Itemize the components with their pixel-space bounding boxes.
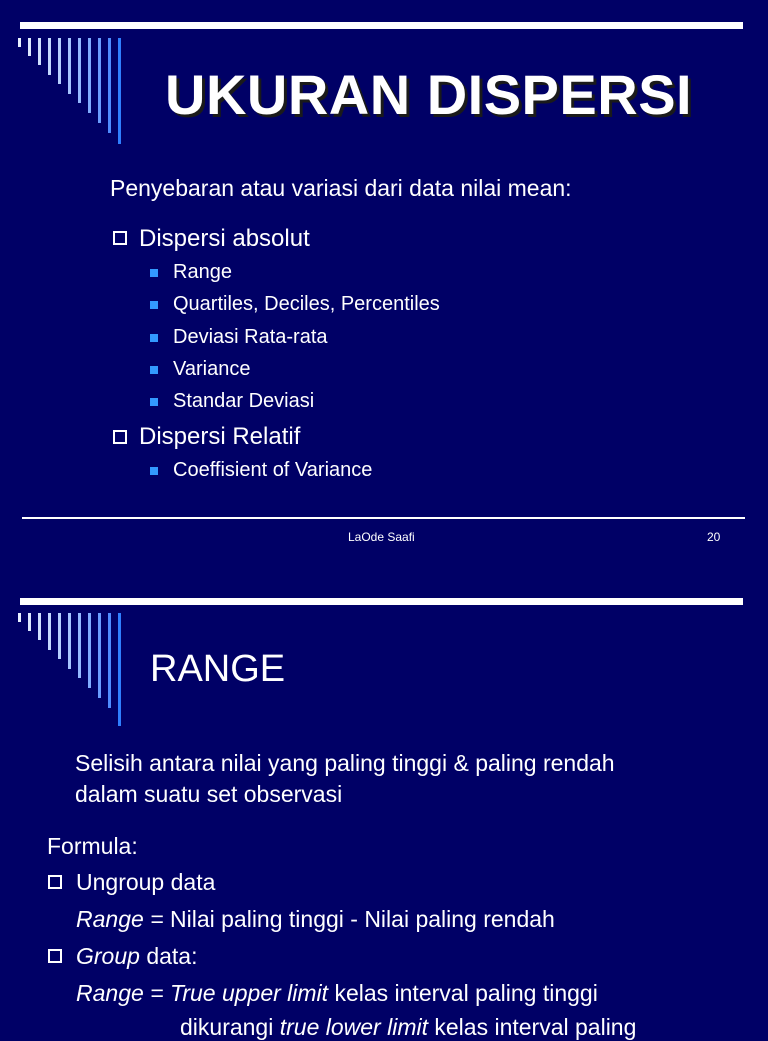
square-bullet-icon xyxy=(113,430,127,444)
group-label-relatif: Dispersi Relatif xyxy=(139,423,301,450)
list-item: Coeffisient of Variance xyxy=(173,459,373,481)
square-bullet-icon xyxy=(150,301,158,309)
formula-label: Formula: xyxy=(47,833,138,859)
group-label-absolut: Dispersi absolut xyxy=(139,225,310,252)
slide-title-range: RANGE xyxy=(150,648,286,690)
square-bullet-icon xyxy=(113,231,127,245)
definition-line-1: Selisih antara nilai yang paling tinggi & paling rendah xyxy=(75,750,615,776)
group-label xyxy=(76,943,197,970)
slide-gap xyxy=(0,566,768,588)
square-bullet-icon xyxy=(150,269,158,277)
ungroup-formula-rest: Nilai paling tinggi - Nilai paling rendah xyxy=(163,906,555,932)
list-item: Standar Deviasi xyxy=(173,390,315,412)
list-item: Variance xyxy=(173,358,251,380)
list-item: Deviasi Rata-rata xyxy=(173,326,328,348)
group-formula-term: Range = True upper limit xyxy=(76,980,329,1006)
definition-line-2: dalam suatu set observasi xyxy=(75,781,343,807)
list-item: Quartiles, Deciles, Percentiles xyxy=(173,293,440,315)
square-bullet-icon xyxy=(150,334,158,342)
line2-start: dikurangi xyxy=(180,1014,280,1040)
square-bullet-icon xyxy=(150,366,158,374)
group-term: Group xyxy=(76,943,140,969)
group-formula xyxy=(76,980,598,1007)
list-item: Range xyxy=(173,261,232,283)
range-term: Range = xyxy=(76,906,164,932)
ungroup-label: Ungroup data xyxy=(76,869,216,895)
square-bullet-icon xyxy=(150,467,158,475)
top-rule xyxy=(20,598,743,605)
group-label-rest: data: xyxy=(139,943,198,969)
square-bullet-icon xyxy=(150,398,158,406)
footer-author: LaOde Saafi xyxy=(348,530,415,544)
top-rule xyxy=(20,22,743,29)
slide-title: UKURAN DISPERSI xyxy=(165,63,693,126)
group-formula-rest: kelas interval paling tinggi xyxy=(328,980,598,1006)
line2-italic: true lower limit xyxy=(279,1014,428,1040)
intro-text: Penyebaran atau variasi dari data nilai mean: xyxy=(110,175,572,201)
group-formula-line-2 xyxy=(180,1014,636,1041)
line2-rest: kelas interval paling xyxy=(428,1014,637,1040)
footer-rule xyxy=(22,517,745,519)
square-bullet-icon xyxy=(48,875,62,889)
ungroup-formula xyxy=(76,906,555,933)
page-number: 20 xyxy=(707,530,721,544)
square-bullet-icon xyxy=(48,949,62,963)
